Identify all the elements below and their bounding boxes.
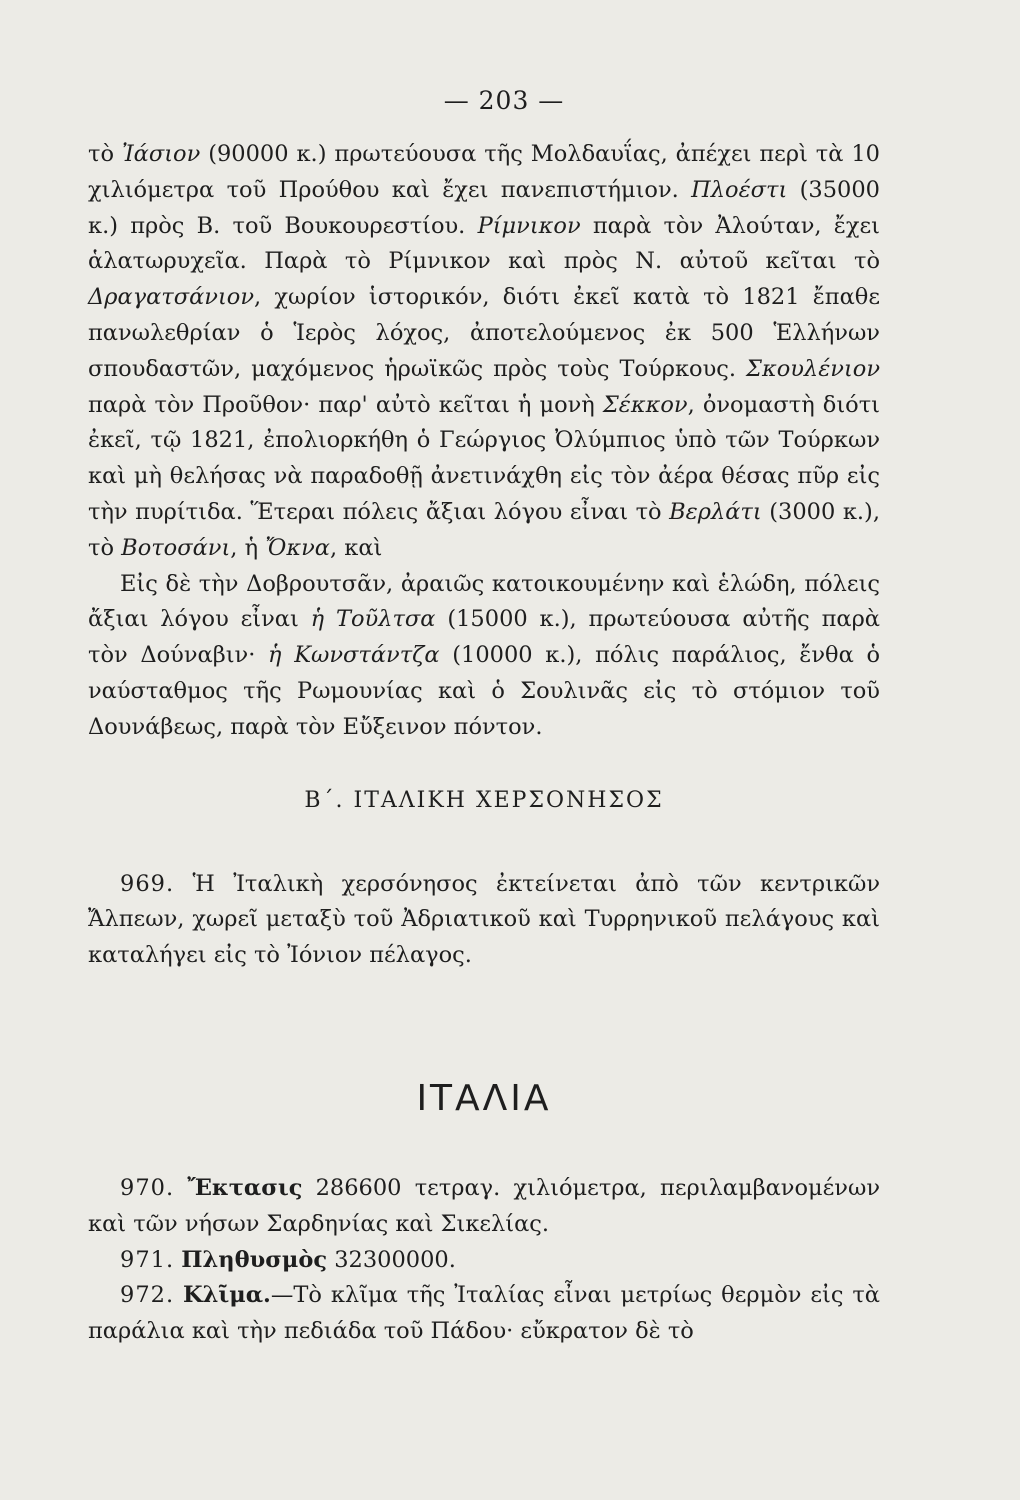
- place-name: Βερλάτι: [669, 498, 762, 525]
- place-name: Ρίμνικον: [477, 212, 581, 239]
- text: παρὰ τὸν Προῦθον· παρ' αὐτὸ κεῖται ἡ μονὴ: [88, 391, 603, 418]
- page-number: — 203 —: [443, 86, 565, 115]
- text: (90000 κ.) πρωτεύουσα τῆς Μολδαυΐας, ἀπέχει περὶ τὰ 10 χιλιόμετρα τοῦ Προύθου καὶ ἔχει πανεπιστήμιον.: [88, 141, 880, 203]
- entry-label: Πληθυσμὸς: [181, 1246, 328, 1273]
- place-name: Σέκκον: [602, 391, 688, 418]
- paragraph-dobruja: [88, 567, 880, 746]
- place-name: Πλοέστι: [691, 176, 788, 203]
- entry-number: 971.: [120, 1246, 175, 1273]
- entry-number: 970.: [120, 1174, 175, 1201]
- entry-969: [88, 867, 880, 974]
- section-heading: Β΄. ΙΤΑΛΙΚΗ ΧΕΡΣΟΝΗΣΟΣ: [304, 787, 664, 813]
- text: , χωρίον ἱστορικόν, διότι ἐκεῖ κατὰ τὸ 1821 ἔπαθε πανωλεθρίαν ὁ Ἱερὸς λόχος, ἀποτελούμενος ἐκ 500 Ἑλλήνων σπουδαστῶν, μαχόμενος ἡρωϊκῶς πρὸς τοὺς Τούρκους.: [88, 284, 880, 382]
- entry-number: 972.: [120, 1282, 175, 1309]
- entry-971: [88, 1243, 880, 1279]
- text: (35000 κ.) πρὸς Β. τοῦ Βουκουρεστίου.: [88, 176, 880, 239]
- text: , ἡ: [230, 534, 266, 561]
- place-name: Σκουλένιον: [746, 355, 880, 382]
- entry-number: 969.: [120, 870, 175, 897]
- text: τὸ: [88, 141, 122, 167]
- text: (10000 κ.), πόλις παράλιος, ἔνθα ὁ ναύσταθμος τῆς Ρωμουνίας καὶ ὁ Σουλινᾶς εἰς τὸ στόμιον τοῦ Δουνάβεως, παρὰ τὸν Εὔξεινον πόντον.: [88, 642, 880, 740]
- text: , ὀνομαστὴ διότι ἐκεῖ, τῷ 1821, ἐπολιορκήθη ὁ Γεώργιος Ὀλύμπιος ὑπὸ τῶν Τούρκων καὶ μὴ θελήσας νὰ παραδοθῇ ἀνετινάχθη εἰς τὸν ἀέρα θέσας πῦρ εἰς τὴν πυρίτιδα. Ἕτεραι πόλεις ἄξιαι λόγου εἶναι τὸ: [88, 391, 880, 525]
- place-name: ἡ Τοῦλτσα: [310, 606, 436, 633]
- entry-label: Κλῖμα.: [183, 1282, 271, 1309]
- place-name: Ὄκνα: [265, 534, 330, 561]
- place-name: ἡ Κωνστάντζα: [268, 642, 440, 669]
- text: Εἰς δὲ τὴν Δοβρουτσᾶν, ἀραιῶς κατοικουμένην καὶ ἑλώδη, πόλεις ἄξιαι λόγου εἶναι: [88, 570, 880, 633]
- entry-text: 286600 τετραγ. χιλιόμετρα, περιλαμβανομένων καὶ τῶν νήσων Σαρδηνίας καὶ Σικελίας.: [88, 1174, 881, 1237]
- entry-text: 32300000.: [334, 1246, 456, 1273]
- text: , καὶ: [329, 534, 383, 561]
- text: (3000 κ.), τὸ: [88, 498, 880, 561]
- place-name: Βοτοσάνι: [121, 534, 231, 561]
- text: (15000 κ.), πρωτεύουσα αὐτῆς παρὰ τὸν Δούναβιν·: [88, 606, 880, 669]
- entry-text: —Τὸ κλῖμα τῆς Ἰταλίας εἶναι μετρίως θερμὸν εἰς τὰ παράλια καὶ τὴν πεδιάδα τοῦ Πάδου· εὔκρατον δὲ τὸ: [88, 1282, 880, 1345]
- paragraph-moldavia: [88, 137, 880, 567]
- country-heading: ΙΤΑΛΙΑ: [416, 1077, 552, 1119]
- entry-972: [88, 1278, 880, 1350]
- entry-970: [88, 1171, 880, 1243]
- entry-label: Ἔκτασις: [187, 1174, 303, 1201]
- entry-text: Ἡ Ἰταλικὴ χερσόνησος ἐκτείνεται ἀπὸ τῶν κεντρικῶν Ἄλπεων, χωρεῖ μεταξὺ τοῦ Ἀδριατικοῦ καὶ Τυρρηνικοῦ πελάγους καὶ καταλήγει εἰς τὸ Ἰόνιον πέλαγος.: [88, 870, 881, 969]
- place-name: Δραγατσάνιον: [88, 284, 255, 311]
- text: παρὰ τὸν Ἀλούταν, ἔχει ἁλατωρυχεῖα. Παρὰ τὸ Ρίμνικον καὶ πρὸς Ν. αὐτοῦ κεῖται τὸ: [88, 212, 880, 275]
- place-name: Ἰάσιον: [121, 141, 201, 167]
